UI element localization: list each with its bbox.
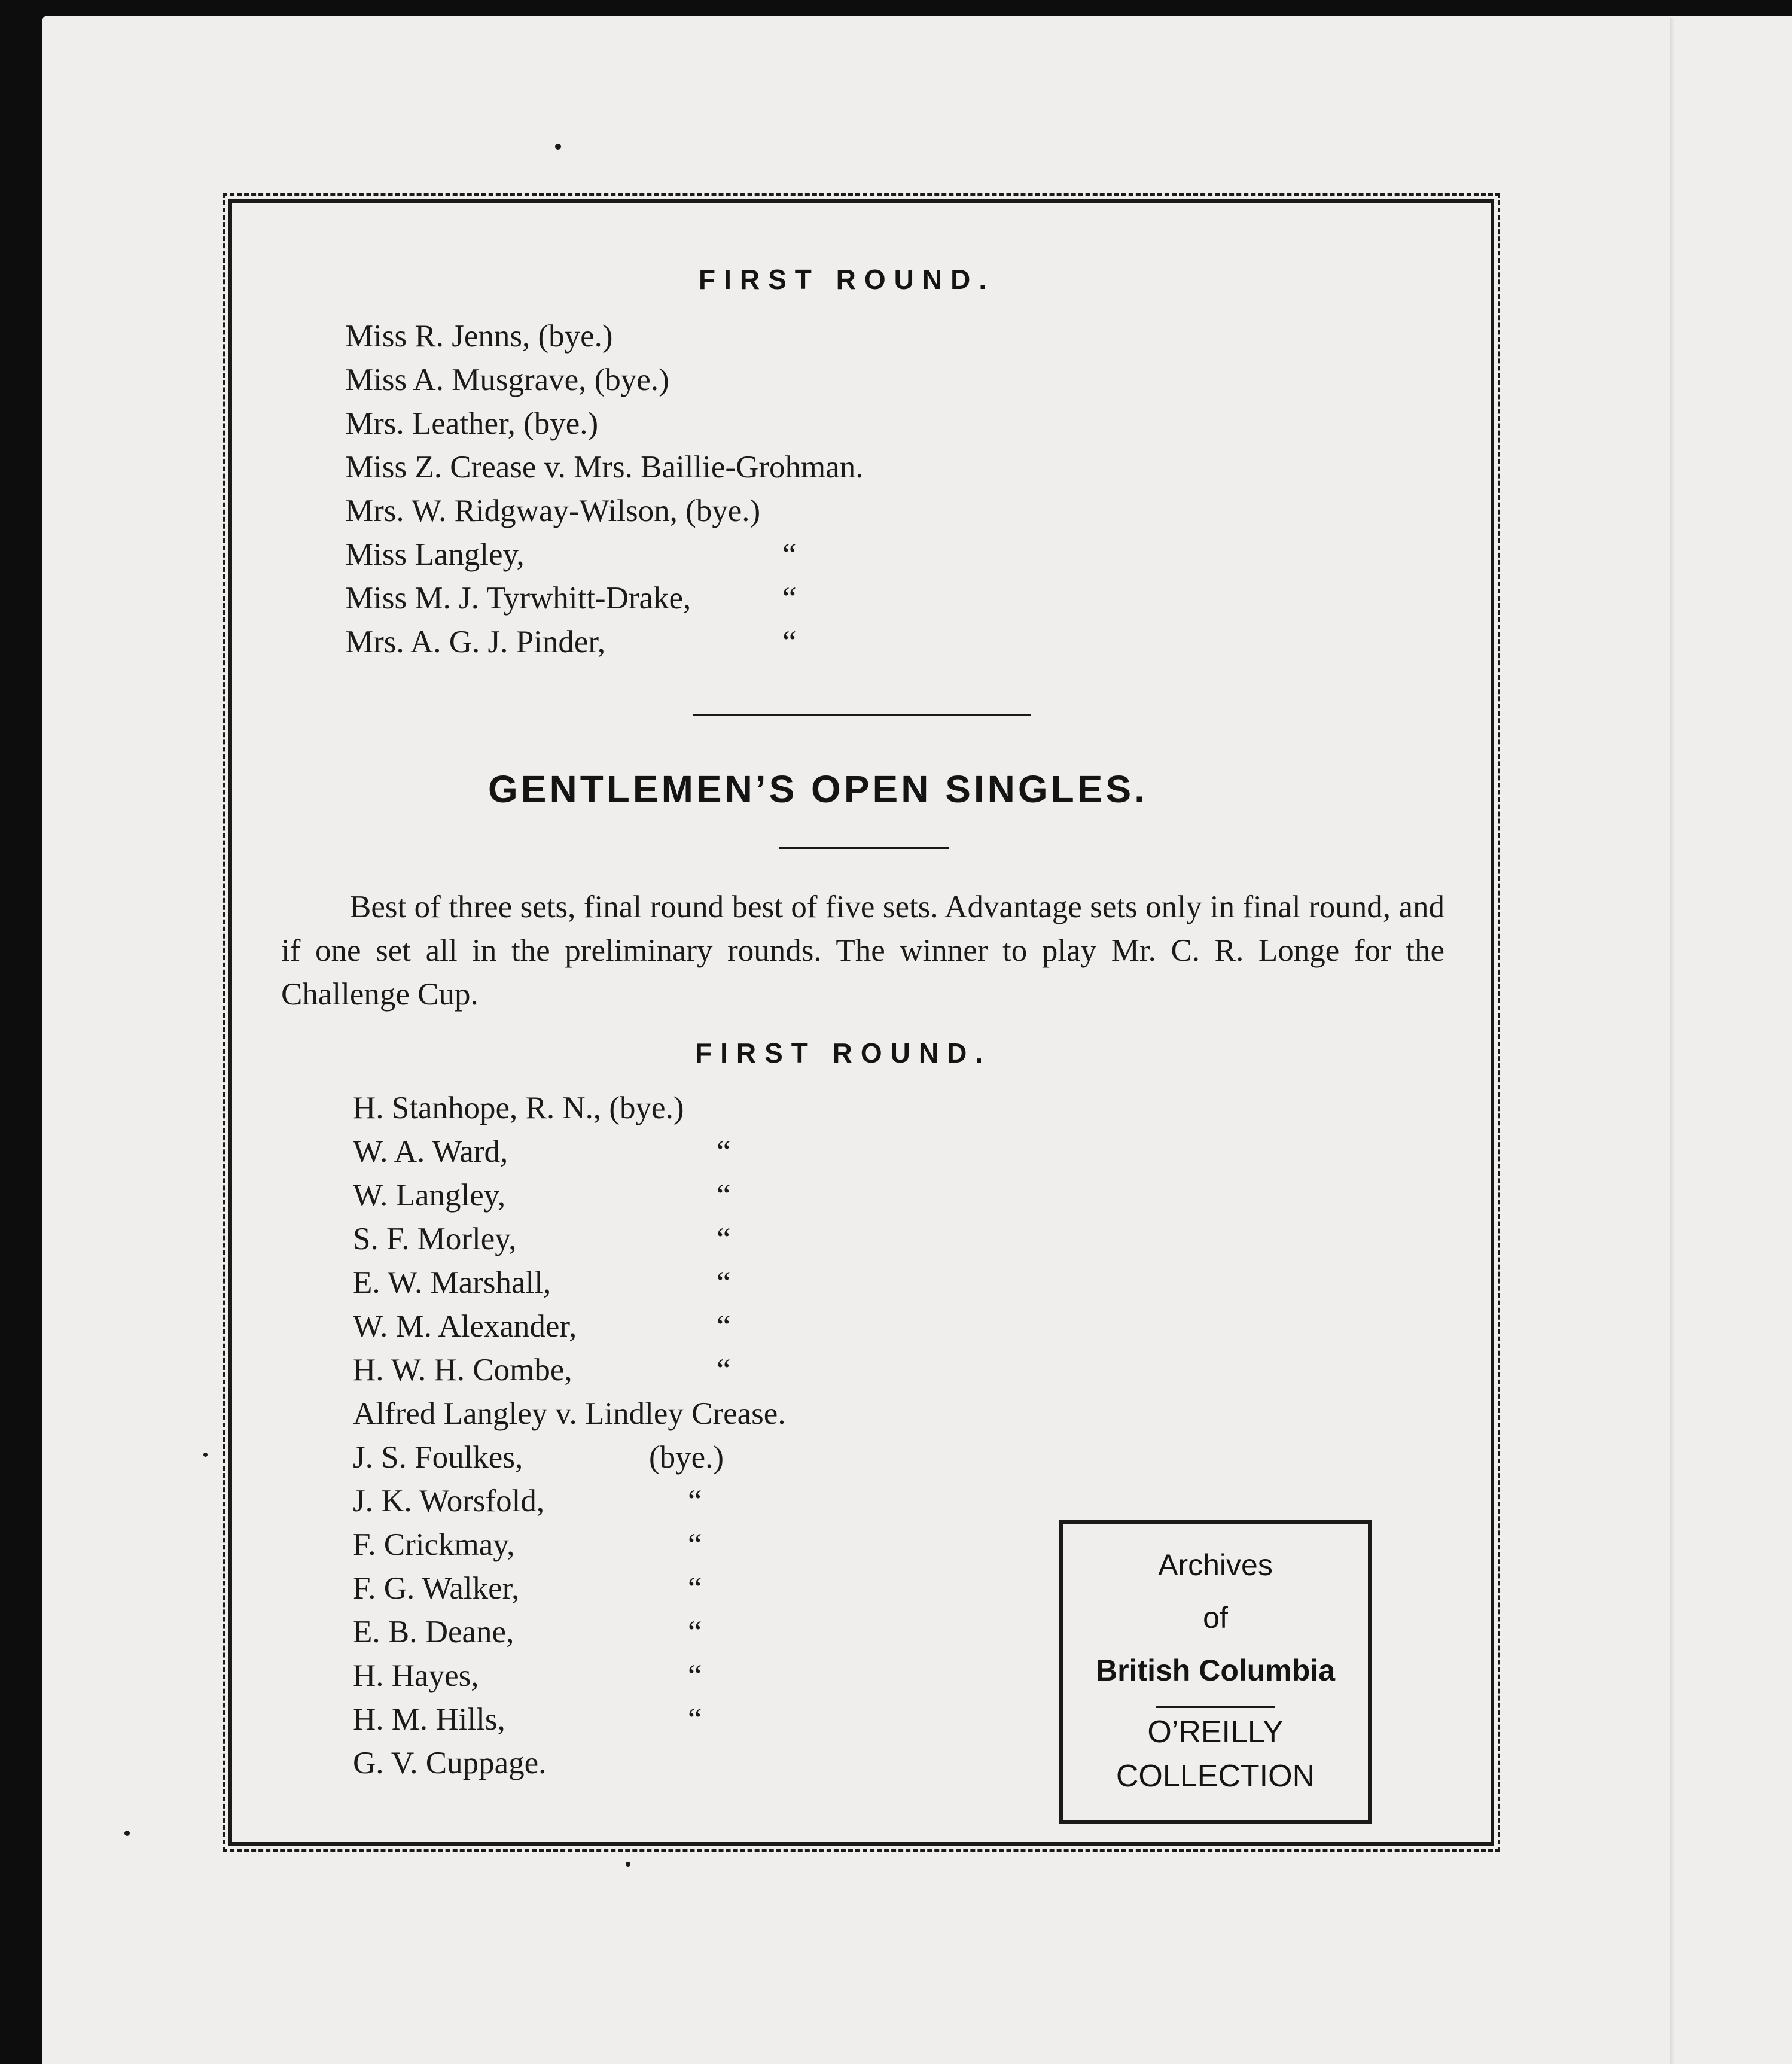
list-item: J. S. Foulkes, (353, 1440, 523, 1475)
ditto-mark: “ (717, 1353, 731, 1387)
stamp-line: O’REILLY (1147, 1715, 1284, 1749)
ditto-mark: “ (688, 1702, 702, 1737)
ditto-mark: “ (688, 1527, 702, 1562)
stamp-line: COLLECTION (1116, 1759, 1315, 1794)
bye-mark: (bye.) (649, 1440, 724, 1475)
list-item: Miss R. Jenns, (bye.) (345, 319, 613, 354)
ditto-mark: “ (782, 581, 797, 616)
ditto-mark: “ (688, 1615, 702, 1649)
list-item: H. M. Hills, (353, 1702, 505, 1737)
ditto-mark: “ (717, 1178, 731, 1213)
ditto-mark: “ (688, 1571, 702, 1606)
ditto-mark: “ (782, 625, 797, 659)
list-item: Miss M. J. Tyrwhitt-Drake, (345, 581, 691, 616)
archive-stamp (1059, 1520, 1372, 1824)
ditto-mark: “ (717, 1134, 731, 1169)
list-item: E. W. Marshall, (353, 1265, 551, 1300)
section-title: GENTLEMEN’S OPEN SINGLES. (488, 768, 1148, 811)
list-item: Miss A. Musgrave, (bye.) (345, 363, 669, 397)
stamp-line: British Columbia (1095, 1654, 1336, 1687)
section-divider (693, 714, 1031, 716)
gentlemen-round-heading: FIRST ROUND. (695, 1037, 992, 1068)
list-item: Mrs. A. G. J. Pinder, (345, 625, 606, 659)
list-item: Mrs. Leather, (bye.) (345, 406, 599, 441)
ditto-mark: “ (688, 1658, 702, 1693)
title-underline (779, 847, 949, 849)
rules-paragraph: Best of three sets, final round best of five sets. Advantage sets only in final round, and if one set all in the preliminary rounds. The winner to play Mr. C. R. Longe for the Challenge Cup. (281, 890, 1444, 1012)
list-item: H. Hayes, (353, 1658, 479, 1693)
list-item: Miss Langley, (345, 537, 525, 572)
ditto-mark: “ (688, 1484, 702, 1518)
list-item: H. Stanhope, R. N., (bye.) (353, 1091, 684, 1125)
ditto-mark: “ (717, 1309, 731, 1344)
list-item: F. Crickmay, (353, 1527, 515, 1562)
list-item: J. K. Worsfold, (353, 1484, 545, 1518)
ditto-mark: “ (717, 1222, 731, 1256)
ditto-mark: “ (782, 537, 797, 572)
ink-speck (626, 1862, 630, 1867)
page-fold (1670, 18, 1674, 2064)
list-item: F. G. Walker, (353, 1571, 520, 1606)
ink-speck (203, 1453, 208, 1457)
list-item: W. Langley, (353, 1178, 506, 1213)
list-item: W. M. Alexander, (353, 1309, 577, 1344)
list-item: Mrs. W. Ridgway-Wilson, (bye.) (345, 494, 761, 528)
list-item: S. F. Morley, (353, 1222, 517, 1256)
ditto-mark: “ (717, 1265, 731, 1300)
list-item: H. W. H. Combe, (353, 1353, 572, 1387)
list-item: W. A. Ward, (353, 1134, 508, 1169)
list-item: Miss Z. Crease v. Mrs. Baillie-Grohman. (345, 450, 864, 485)
ink-speck (555, 144, 561, 150)
stamp-line: Archives (1158, 1548, 1273, 1582)
list-item: Alfred Langley v. Lindley Crease. (353, 1396, 786, 1431)
ladies-round-heading: FIRST ROUND. (699, 264, 995, 295)
list-item: E. B. Deane, (353, 1615, 514, 1649)
stamp-line: of (1203, 1601, 1228, 1634)
list-item: G. V. Cuppage. (353, 1746, 547, 1780)
ink-speck (124, 1831, 130, 1836)
stamp-divider (1156, 1706, 1275, 1708)
